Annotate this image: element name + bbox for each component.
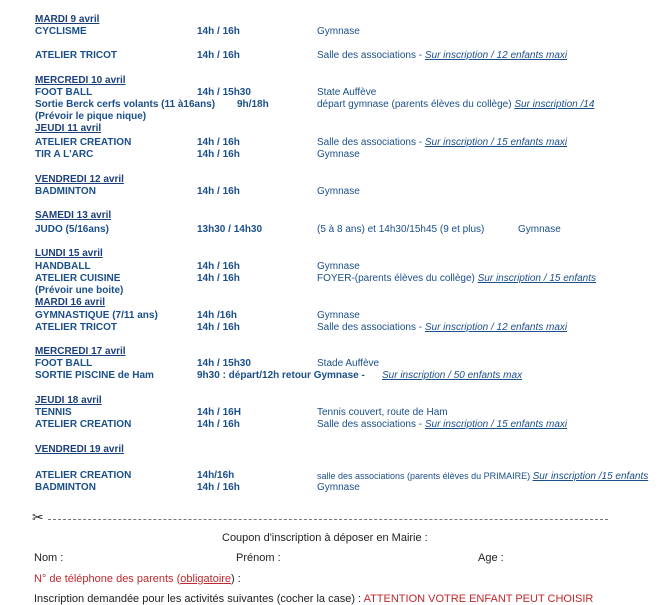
activity-place-line xyxy=(317,87,376,99)
activity-name: ATELIER CREATION xyxy=(35,470,132,481)
activity-name: FOOT BALL xyxy=(35,358,93,369)
activity-name: BADMINTON xyxy=(35,186,96,197)
activity-place: Gymnase xyxy=(317,26,360,37)
activity-place: Salle des associations - xyxy=(317,419,425,430)
activity-place: Tennis couvert, route de Ham xyxy=(317,407,448,418)
registration-note: Sur inscription /15 enfants xyxy=(532,471,649,482)
activity-name: TENNIS xyxy=(35,407,72,418)
activity-place-line xyxy=(317,470,648,483)
activity-place-line xyxy=(317,137,567,149)
phone-prefix: N° de téléphone des parents ( xyxy=(34,573,181,585)
activity-time: 14h/16h xyxy=(197,470,235,481)
activity-place-line xyxy=(317,310,360,322)
activity-time: 14h / 16h xyxy=(197,26,240,37)
activity-place: (5 à 8 ans) et 14h30/15h45 (9 et plus) xyxy=(317,224,485,235)
activity-name: ATELIER TRICOT xyxy=(35,50,118,61)
activity-place: départ gymnase (parents élèves du collège) xyxy=(317,99,515,110)
day-heading-vendredi12: VENDREDI 12 avril xyxy=(35,174,124,185)
activity-name: JUDO (5/16ans) xyxy=(35,224,109,235)
activity-place-line xyxy=(317,358,379,370)
activity-name: Sortie Berck cerfs volants (11 à16ans) xyxy=(35,99,216,110)
activity-name: CYCLISME xyxy=(35,26,87,37)
activity-place: Gymnase xyxy=(317,149,360,160)
activity-place: Gymnase xyxy=(317,482,360,493)
activity-time: 14h / 16H xyxy=(197,407,241,418)
activity-place-line xyxy=(317,273,596,285)
activity-time: 14h / 16h xyxy=(197,137,240,148)
prenom-label: Prénom : xyxy=(236,552,281,564)
activity-name: TIR A L'ARC xyxy=(35,149,94,160)
activity-place-line xyxy=(317,261,360,273)
cut-line xyxy=(48,519,608,520)
activity-time: 9h30 : départ/12h retour Gymnase - xyxy=(197,370,365,381)
registration-note: Sur inscription /14 xyxy=(514,99,595,110)
phone-obligatoire: obligatoire xyxy=(180,573,232,585)
day-heading-mercredi17: MERCREDI 17 avril xyxy=(35,346,126,357)
warning-text: ATTENTION VOTRE ENFANT PEUT CHOISIR xyxy=(363,593,594,605)
activity-place: FOYER-(parents élèves du collège) xyxy=(317,273,478,284)
activity-name: HANDBALL xyxy=(35,261,91,272)
activity-time: 14h / 16h xyxy=(197,186,240,197)
registration-note: Sur inscription / 12 enfants maxi xyxy=(424,50,568,61)
activity-name: (Prévoir une boite) xyxy=(35,285,124,296)
day-heading-vendredi19: VENDREDI 19 avril xyxy=(35,444,124,455)
coupon-title: Coupon d'inscription à déposer en Mairie : xyxy=(222,532,428,544)
scissors-icon: ✂ xyxy=(32,509,44,525)
activity-name: FOOT BALL xyxy=(35,87,93,98)
activity-place-line xyxy=(317,482,360,494)
activity-time: 9h/18h xyxy=(237,99,269,110)
day-heading-mardi16: MARDI 16 avril xyxy=(35,297,106,308)
day-heading-lundi15: LUNDI 15 avril xyxy=(35,248,103,259)
activity-place: salle des associations (parents élèves du PRIMAIRE) xyxy=(317,471,533,481)
activity-name: ATELIER TRICOT xyxy=(35,322,118,333)
activity-name: ATELIER CREATION xyxy=(35,137,132,148)
activity-name: (Prévoir le pique nique) xyxy=(35,111,147,122)
phone-line xyxy=(34,573,241,585)
activity-time: 13h30 / 14h30 xyxy=(197,224,263,235)
activity-place-line xyxy=(317,322,567,334)
registration-note: Sur inscription / 15 enfants maxi xyxy=(424,419,568,430)
registration-note: Sur inscription / 12 enfants maxi xyxy=(424,322,568,333)
activity-name: SORTIE PISCINE de Ham xyxy=(35,370,154,381)
day-heading-jeudi18: JEUDI 18 avril xyxy=(35,395,102,406)
inscription-text: Inscription demandée pour les activités suivantes (cocher la case) : xyxy=(34,593,364,605)
activity-time: 14h / 16h xyxy=(197,261,240,272)
activity-name: ATELIER CREATION xyxy=(35,419,132,430)
activity-place: Salle des associations - xyxy=(317,50,425,61)
activity-time: 14h /16h xyxy=(197,310,238,321)
day-heading-mercredi10: MERCREDI 10 avril xyxy=(35,75,126,86)
activity-time: 14h / 15h30 xyxy=(197,358,251,369)
activity-place: Gymnase xyxy=(317,186,360,197)
top-margin xyxy=(0,0,665,6)
activity-place-line xyxy=(317,149,360,161)
registration-note: Sur inscription / 50 enfants max xyxy=(382,370,523,381)
activity-time: 14h / 16h xyxy=(197,149,240,160)
day-heading-mardi9: MARDI 9 avril xyxy=(35,14,100,25)
activity-place: Gymnase xyxy=(317,261,360,272)
activity-place-line xyxy=(317,50,567,62)
activity-place: Salle des associations - xyxy=(317,322,425,333)
activity-time: 14h / 16h xyxy=(197,322,240,333)
activity-place-line xyxy=(317,224,484,236)
activity-place-line xyxy=(317,99,594,111)
day-heading-jeudi11: JEUDI 11 avril xyxy=(35,123,102,134)
registration-note: Sur inscription / 15 enfants xyxy=(477,273,597,284)
day-heading-samedi13: SAMEDI 13 avril xyxy=(35,210,112,221)
nom-label: Nom : xyxy=(34,552,64,564)
activity-place: Gymnase xyxy=(317,310,360,321)
activity-place-line xyxy=(317,419,567,431)
activity-place: Salle des associations - xyxy=(317,137,425,148)
phone-suffix: ) : xyxy=(231,573,241,585)
activity-time: 14h / 15h30 xyxy=(197,87,251,98)
activity-time: 14h / 16h xyxy=(197,482,240,493)
activity-extra-place: Gymnase xyxy=(518,224,561,235)
activity-name: GYMNASTIQUE (7/11 ans) xyxy=(35,310,158,321)
activity-name: ATELIER CUISINE xyxy=(35,273,121,284)
activity-time: 14h / 16h xyxy=(197,273,240,284)
activity-time: 14h / 16h xyxy=(197,50,240,61)
activity-place-line xyxy=(382,370,522,382)
activity-place: State Auffève xyxy=(317,87,377,98)
inscription-line xyxy=(34,593,593,605)
activity-place-line xyxy=(317,26,360,38)
registration-note: Sur inscription / 15 enfants maxi xyxy=(424,137,568,148)
activity-name: BADMINTON xyxy=(35,482,96,493)
activity-place-line xyxy=(317,186,360,198)
activity-place: Stade Auffève xyxy=(317,358,380,369)
activity-time: 14h / 16h xyxy=(197,419,240,430)
age-label: Age : xyxy=(478,552,504,564)
activity-place-line xyxy=(317,407,448,419)
